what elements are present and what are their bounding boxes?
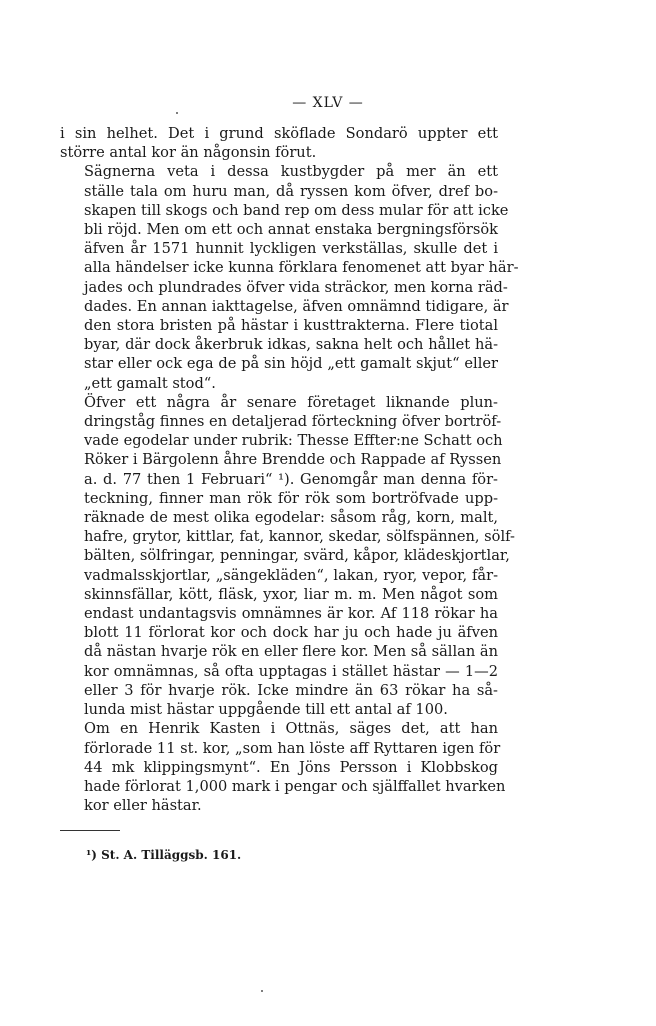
text-line: a. d. 77 then 1 Februari“ ¹). Genomgår man denna för- (84, 470, 498, 488)
text-line: skapen till skogs och band rep om dess mular för att icke (84, 201, 509, 219)
paper-speck (176, 112, 178, 114)
paragraph (60, 719, 506, 815)
text-line: kor eller hästar. (84, 797, 202, 815)
text-line: „ett gamalt stod“. (84, 374, 216, 392)
paper-speck (261, 990, 263, 992)
text-line: Röker i Bärgolenn åhre Brendde och Rappade af Ryssen (84, 451, 502, 469)
paragraph (60, 162, 519, 392)
text-line: skinnsfällar, kött, fläsk, yxor, liar m. m. Men något som (84, 585, 498, 603)
footnote-divider (60, 830, 120, 831)
text-line: dades. En annan iakttagelse, äfven omnämnd tidigare, är (84, 297, 509, 315)
page-number: — XLV — (292, 95, 364, 111)
text-line: lunda mist hästar uppgående till ett antal af 100. (84, 701, 448, 719)
text-line: 44 mk klippingsmynt“. En Jöns Persson i Klobbskog (84, 758, 498, 776)
text-line: teckning, finner man rök för rök som bortröfvade upp- (84, 489, 498, 507)
text-line: eller 3 för hvarje rök. Icke mindre än 63 rökar ha så- (84, 681, 498, 699)
text-line: Sägnerna veta i dessa kustbygder på mer än ett (84, 163, 498, 181)
body-text (60, 124, 519, 815)
text-line: Om en Henrik Kasten i Ottnäs, säges det, att han (84, 720, 498, 738)
text-line: alla händelser icke kunna förklara fenomenet att byar här- (84, 259, 519, 277)
text-line: kor omnämnas, så ofta upptagas i stället hästar — 1—2 (84, 662, 498, 680)
text-line: då nästan hvarje rök en eller flere kor. Men så sällan än (84, 643, 498, 661)
text-line: Öfver ett några år senare företaget liknande plun- (84, 393, 498, 411)
text-line: blott 11 förlorat kor och dock har ju och hade ju äfven (84, 624, 498, 642)
text-line: dringståg finnes en detaljerad förteckning öfver bortröf- (84, 413, 502, 431)
footnote: ¹) St. A. Tilläggsb. 161. (86, 848, 242, 862)
paragraph (60, 393, 515, 719)
text-line: star eller ock ega de på sin höjd „ett gamalt skjut“ eller (84, 355, 498, 373)
text-line: ställe tala om huru man, då ryssen kom öfver, dref bo- (84, 182, 498, 200)
text-line: förlorade 11 st. kor, „som han löste aff Ryttaren igen för (84, 739, 501, 757)
text-line: vade egodelar under rubrik: Thesse Effter:ne Schatt och (84, 432, 503, 450)
text-line: jades och plundrades öfver vida sträckor, men korna räd- (84, 278, 508, 296)
text-line: bli röjd. Men om ett och annat enstaka bergningsförsök (84, 221, 498, 239)
text-line: byar, där dock åkerbruk idkas, sakna helt och hållet hä- (84, 336, 498, 354)
text-line: vadmalsskjortlar, „sängekläden“, lakan, ryor, vepor, får- (84, 566, 498, 584)
text-line: hade förlorat 1,000 mark i pengar och själffallet hvarken (84, 777, 506, 795)
text-line: i sin helhet. Det i grund sköflade Sondarö uppter ett (60, 125, 498, 142)
text-line: endast undantagsvis omnämnes är kor. Af 118 rökar ha (84, 605, 498, 623)
text-line: den stora bristen på hästar i kusttrakterna. Flere tiotal (84, 317, 498, 335)
paragraph (60, 124, 498, 162)
text-line: äfven år 1571 hunnit lyckligen verkställas, skulle det i (84, 240, 498, 258)
text-line: hafre, grytor, kittlar, fat, kannor, skedar, sölfspännen, sölf- (84, 528, 515, 546)
text-line: bälten, sölfringar, penningar, svärd, kåpor, klädeskjortlar, (84, 547, 510, 565)
text-line: större antal kor än någonsin förut. (60, 144, 317, 162)
text-line: räknade de mest olika egodelar: såsom råg, korn, malt, (84, 509, 498, 527)
